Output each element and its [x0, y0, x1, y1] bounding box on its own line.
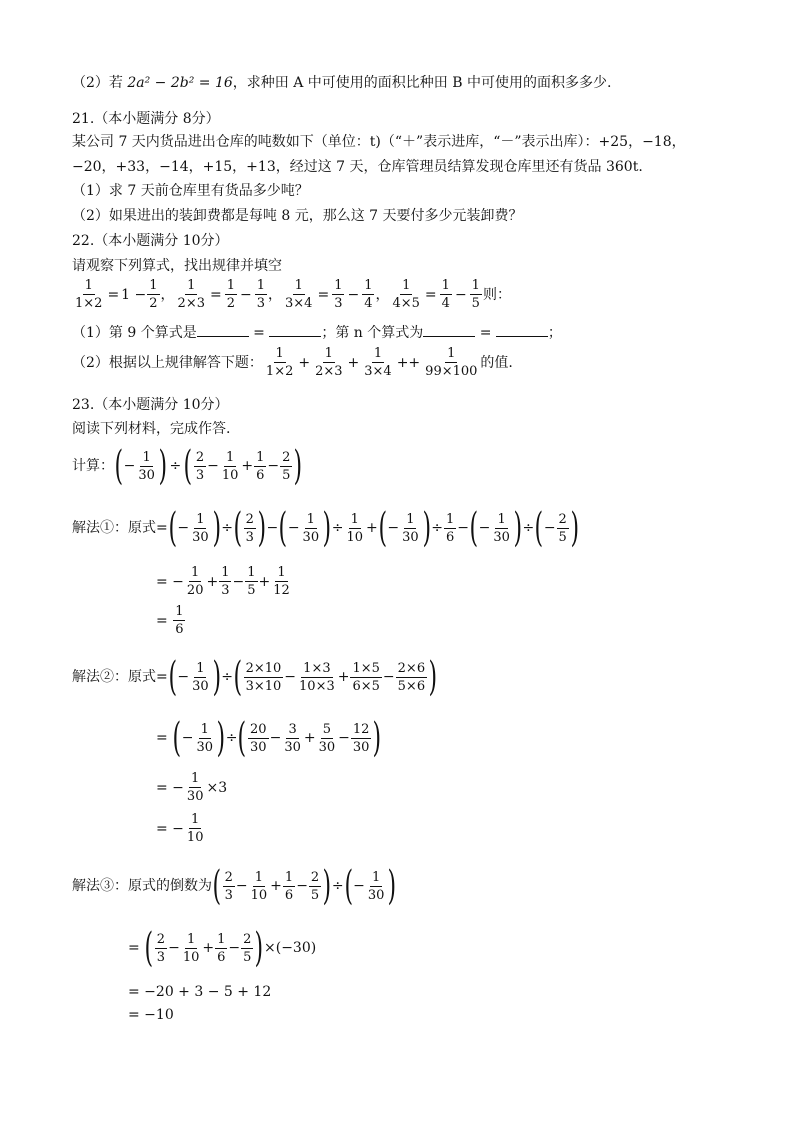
q23-method1-result: = $\frac{1}{6}$ [156, 604, 184, 637]
q23-method2-step2: = ( − $\frac{1}{30}$ ) ÷ ( $\frac{20}{30}$ − $\frac{3}{30}$ + $\frac{5}{30}$ − $\frac{12}{30}$ ) [156, 715, 382, 761]
fraction: $\frac{1}{2\times 3}$ [177, 278, 205, 311]
fraction: $\frac{1}{4}$ [364, 278, 373, 311]
q22-pattern: $\frac{1}{1\times 2}$ = 1 − $\frac{1}{2}$ ， $\frac{1}{2\times 3}$ = $\frac{1}{2}$ − $\frac{1}{3}$ ， $\frac{1}{3\times 4}$ = $\frac{1}{3}$ − $\frac{1}{4}$ ， $\frac{1}{4\times 5}$ = $\frac{1}{4}$ − $\frac{1}{5}$ 则： [75, 278, 511, 311]
fraction: $\frac{1}{4}$ [441, 278, 450, 311]
fraction: $\frac{1}{99\times 100}$ [425, 346, 478, 379]
q20-part2 [72, 74, 611, 92]
q21-title: 21.（本小题满分 8分） [72, 111, 220, 127]
q23-method3-result: = −10 [128, 1007, 174, 1023]
q20-part2-text: ，求种田 A 中可使用的面积比种田 B 中可使用的面积多多少. [232, 75, 612, 91]
q22-title: 22.（本小题满分 10分） [72, 233, 229, 249]
q23-method1: 解法①：原式 = ( − $\frac{1}{30}$ ) ÷ ( $\frac{2}{3}$ ) − ( − $\frac{1}{30}$ ) ÷ $\frac{1}{10}$ + ( − $\frac{1}{30}$ ) ÷ $\frac{1}{6}$ − ( − $\frac{1}{30}$ ) ÷ ( − $\frac{2}{5}$ ) [72, 505, 579, 551]
fraction: $\frac{1}{1\times 2}$ [265, 346, 294, 379]
q23-method1-step2: = − $\frac{1}{20}$ + $\frac{1}{3}$ − $\frac{1}{5}$ + $\frac{1}{12}$ [156, 565, 290, 598]
fraction: $\frac{1}{2}$ [149, 278, 158, 311]
q23-method3: 解法③：原式的倒数为 ( $\frac{2}{3}$ − $\frac{1}{10}$ + $\frac{1}{6}$ − $\frac{2}{5}$ ) ÷ ( − $\frac{1}{30}$ ) [72, 863, 397, 909]
q20-part2-prefix: （2）若 [72, 75, 128, 91]
fraction: $\frac{1}{3}$ [334, 278, 343, 311]
fraction: $\frac{1}{3}$ [256, 278, 266, 311]
fraction: $\frac{1}{4\times 5}$ [392, 278, 420, 311]
q23-method2: 解法②：原式 = ( − $\frac{1}{30}$ ) ÷ ( $\frac{2\times 10}{3\times 10}$ − $\frac{1\times 3}{10\times 3}$ + $\frac{1\times 5}{6\times 5}$ − $\frac{2\times 6}{5\times 6}$ ) [72, 654, 438, 700]
fraction: $\frac{1}{3\times 4}$ [285, 278, 313, 311]
q21-line2: −20，+33，−14，+15，+13，经过这 7 天，仓库管理员结算发现仓库里还有货品 360t. [72, 159, 643, 175]
q22-sub2: （2）根据以上规律解答下题： $\frac{1}{1\times 2}$ + $\frac{1}{2\times 3}$ + $\frac{1}{3\times 4}$ ++ $\frac{1}{99\times 100}$ 的值. [72, 346, 513, 379]
q23-intro: 阅读下列材料，完成作答. [72, 421, 231, 437]
fraction: $\frac{1}{1\times 2}$ [75, 278, 103, 311]
q21-sub2: （2）如果进出的装卸费都是每吨 8 元，那么这 7 天要付多少元装卸费？ [72, 208, 523, 224]
q23-method3-step3: = −20 + 3 − 5 + 12 [128, 984, 272, 1000]
q23-method3-step2: = ( $\frac{2}{3}$ − $\frac{1}{10}$ + $\frac{1}{6}$ − $\frac{2}{5}$ ) ×(−30) [128, 925, 317, 971]
answer-blank[interactable] [197, 324, 249, 337]
q23-method2-step3: = − $\frac{1}{30}$ ×3 [156, 771, 228, 804]
answer-blank[interactable] [423, 324, 475, 337]
q23-title: 23.（本小题满分 10分） [72, 397, 229, 413]
q23-calc: 计算： ( − $\frac{1}{30}$ ) ÷ ( $\frac{2}{3}$ − $\frac{1}{10}$ + $\frac{1}{6}$ − $\frac{2}{5}$ ) [72, 443, 303, 489]
answer-blank[interactable] [269, 324, 321, 337]
q20-part2-equation: 2a² − 2b² = 16 [127, 75, 233, 91]
fraction: $\frac{1}{2}$ [226, 278, 235, 311]
q22-intro: 请观察下列算式，找出规律并填空 [72, 258, 282, 274]
fraction: $\frac{1}{3\times 4}$ [364, 346, 392, 379]
q21-line1: 某公司 7 天内货品进出仓库的吨数如下（单位：t)（“＋”表示进库，“－”表示出库）：+25，−18， [72, 134, 686, 150]
q23-method2-result: = − $\frac{1}{10}$ [156, 812, 204, 845]
answer-blank[interactable] [496, 324, 548, 337]
fraction: $\frac{1}{2\times 3}$ [315, 346, 343, 379]
fraction: $\frac{1}{5}$ [471, 278, 480, 311]
q21-sub1: （1）求 7 天前仓库里有货品多少吨？ [72, 183, 309, 199]
q22-sub1: （1）第 9 个算式是 = ；第 n 个算式为 = ； [72, 325, 562, 341]
